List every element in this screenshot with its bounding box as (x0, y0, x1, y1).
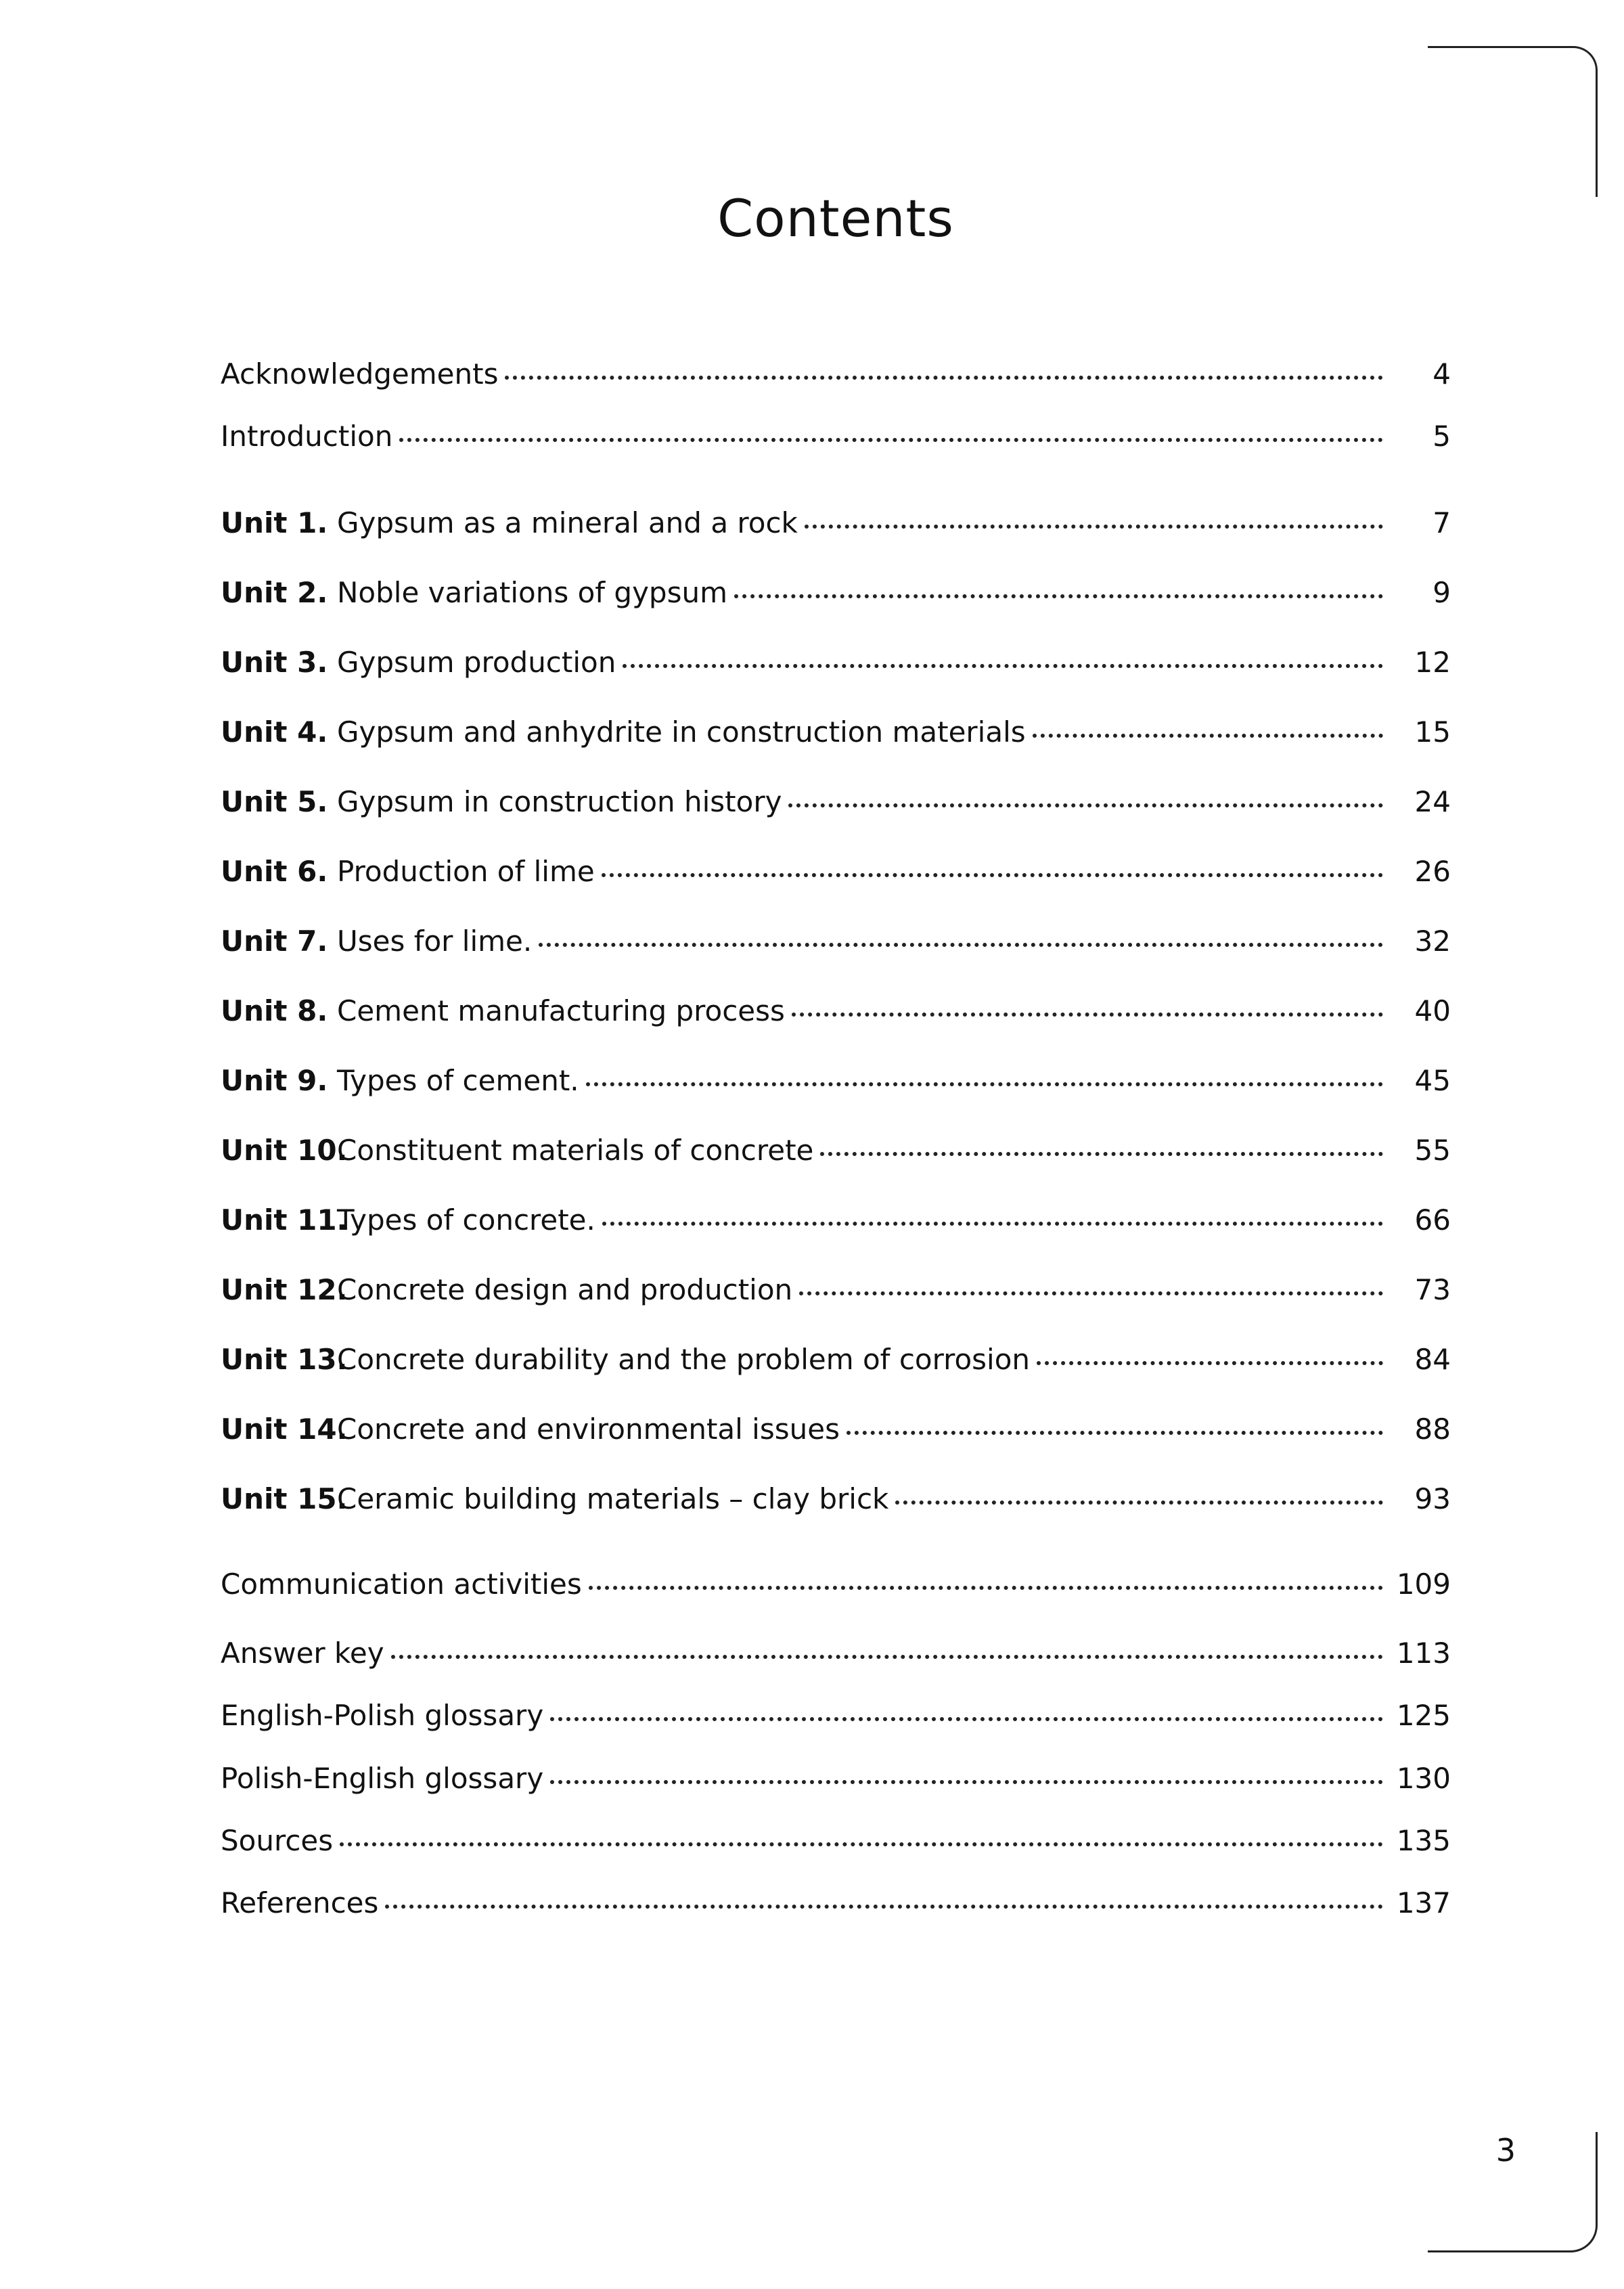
dot-leader (623, 664, 1383, 668)
unit-number: Unit 12. (221, 1273, 348, 1306)
toc-entry-page: 15 (1414, 715, 1451, 749)
toc-entry-label: Cement manufacturing process (337, 994, 785, 1027)
toc-entry-page: 113 (1396, 1637, 1451, 1670)
toc-entry-label: Types of cement. (337, 1064, 579, 1097)
dot-leader (602, 873, 1383, 877)
toc-entry-page: 26 (1414, 855, 1451, 888)
toc-entry-page: 130 (1396, 1762, 1451, 1795)
toc-entry-label: Acknowledgements (221, 357, 499, 391)
toc-entry-page: 24 (1414, 785, 1451, 818)
toc-entry-references (221, 1886, 1451, 1927)
toc-entry-label: Types of concrete. (337, 1203, 595, 1237)
toc-entry-page: 73 (1414, 1273, 1451, 1306)
dot-leader (589, 1586, 1383, 1590)
toc-entry-label: Gypsum and anhydrite in construction materials (337, 715, 1026, 749)
unit-number: Unit 11. (221, 1203, 348, 1237)
unit-number: Unit 10. (221, 1134, 348, 1167)
toc-entry-page: 4 (1433, 357, 1451, 391)
dot-leader (799, 1291, 1383, 1295)
toc-entry-page: 135 (1396, 1824, 1451, 1857)
toc-entry-label: Concrete design and production (337, 1273, 793, 1306)
dot-leader (391, 1655, 1383, 1659)
toc-entry-unit-4 (221, 715, 1451, 756)
toc-entry-page: 55 (1414, 1134, 1451, 1167)
toc-entry-page: 12 (1414, 646, 1451, 679)
toc-entry-page: 32 (1414, 925, 1451, 958)
dot-leader (1033, 734, 1383, 738)
dot-leader (847, 1431, 1383, 1435)
toc-entry-unit-7 (221, 925, 1451, 965)
toc-entry-unit-15 (221, 1482, 1451, 1523)
toc-entry-label: Production of lime (337, 855, 595, 888)
dot-leader (385, 1905, 1383, 1909)
toc-entry-page: 9 (1433, 576, 1451, 609)
toc-entry-label: Communication activities (221, 1568, 582, 1601)
toc-entry-label: Polish-English glossary (221, 1762, 544, 1795)
toc-entry-label: Concrete and environmental issues (337, 1413, 840, 1446)
toc-entry-label: Answer key (221, 1637, 384, 1670)
toc-entry-page: 125 (1396, 1699, 1451, 1732)
toc-entry-page: 40 (1414, 994, 1451, 1027)
dot-leader (550, 1780, 1383, 1784)
unit-number: Unit 4. (221, 715, 328, 749)
toc-entry-label: Uses for lime. (337, 925, 533, 958)
dot-leader (505, 376, 1383, 380)
dot-leader (820, 1152, 1383, 1156)
dot-leader (539, 943, 1383, 947)
toc-entry-label: Noble variations of gypsum (337, 576, 728, 609)
unit-number: Unit 3. (221, 646, 328, 679)
toc-entry-introduction (221, 420, 1451, 460)
dot-leader (792, 1013, 1383, 1017)
toc-entry-page: 137 (1396, 1886, 1451, 1919)
toc-entry-page: 66 (1414, 1203, 1451, 1237)
toc-entry-unit-2 (221, 576, 1451, 617)
toc-entry-page: 7 (1433, 506, 1451, 539)
unit-number: Unit 6. (221, 855, 328, 888)
toc-entry-unit-8 (221, 994, 1451, 1035)
unit-number: Unit 14. (221, 1413, 348, 1446)
toc-entry-unit-10 (221, 1134, 1451, 1174)
dot-leader (1037, 1361, 1383, 1365)
crop-mark-top-right (1428, 46, 1598, 197)
dot-leader (788, 803, 1383, 807)
toc-entry-unit-3 (221, 646, 1451, 686)
toc-entry-unit-6 (221, 855, 1451, 895)
dot-leader (399, 438, 1383, 442)
toc-entry-unit-11 (221, 1203, 1451, 1244)
dot-leader (340, 1842, 1383, 1846)
toc-entry-label: References (221, 1886, 379, 1919)
page-number: 3 (1495, 2132, 1516, 2169)
unit-number: Unit 9. (221, 1064, 328, 1097)
toc-entry-page: 5 (1433, 420, 1451, 453)
toc-entry-communication-activities (221, 1568, 1451, 1608)
toc-entry-sources (221, 1824, 1451, 1865)
dot-leader (805, 525, 1383, 529)
dot-leader (734, 594, 1383, 598)
unit-number: Unit 7. (221, 925, 328, 958)
toc-entry-label: Gypsum as a mineral and a rock (337, 506, 798, 539)
toc-entry-label: English-Polish glossary (221, 1699, 544, 1732)
toc-entry-page: 109 (1396, 1568, 1451, 1601)
toc-entry-answer-key (221, 1637, 1451, 1677)
toc-entry-unit-9 (221, 1064, 1451, 1105)
dot-leader (586, 1082, 1383, 1086)
toc-entry-page: 93 (1414, 1482, 1451, 1515)
toc-entry-label: Ceramic building materials – clay brick (337, 1482, 889, 1515)
toc-entry-page: 88 (1414, 1413, 1451, 1446)
unit-number: Unit 8. (221, 994, 328, 1027)
toc-entry-label: Introduction (221, 420, 393, 453)
unit-number: Unit 5. (221, 785, 328, 818)
toc-entry-label: Sources (221, 1824, 334, 1857)
page-title: Contents (717, 188, 954, 248)
unit-number: Unit 2. (221, 576, 328, 609)
toc-entry-label: Constituent materials of concrete (337, 1134, 814, 1167)
toc-entry-page: 84 (1414, 1343, 1451, 1376)
toc-entry-unit-13 (221, 1343, 1451, 1383)
dot-leader (602, 1222, 1383, 1226)
toc-entry-english-polish-glossary (221, 1699, 1451, 1739)
toc-entry-polish-english-glossary (221, 1762, 1451, 1802)
toc-entry-label: Gypsum production (337, 646, 616, 679)
toc-entry-acknowledgements (221, 357, 1451, 398)
toc-entry-page: 45 (1414, 1064, 1451, 1097)
toc-entry-unit-12 (221, 1273, 1451, 1314)
dot-leader (550, 1717, 1383, 1721)
unit-number: Unit 1. (221, 506, 328, 539)
toc-entry-unit-1 (221, 506, 1451, 547)
toc-entry-label: Gypsum in construction history (337, 785, 782, 818)
toc-entry-unit-14 (221, 1413, 1451, 1453)
unit-number: Unit 13. (221, 1343, 348, 1376)
toc-entry-label: Concrete durability and the problem of corrosion (337, 1343, 1031, 1376)
dot-leader (895, 1501, 1383, 1505)
unit-number: Unit 15. (221, 1482, 348, 1515)
toc-entry-unit-5 (221, 785, 1451, 826)
